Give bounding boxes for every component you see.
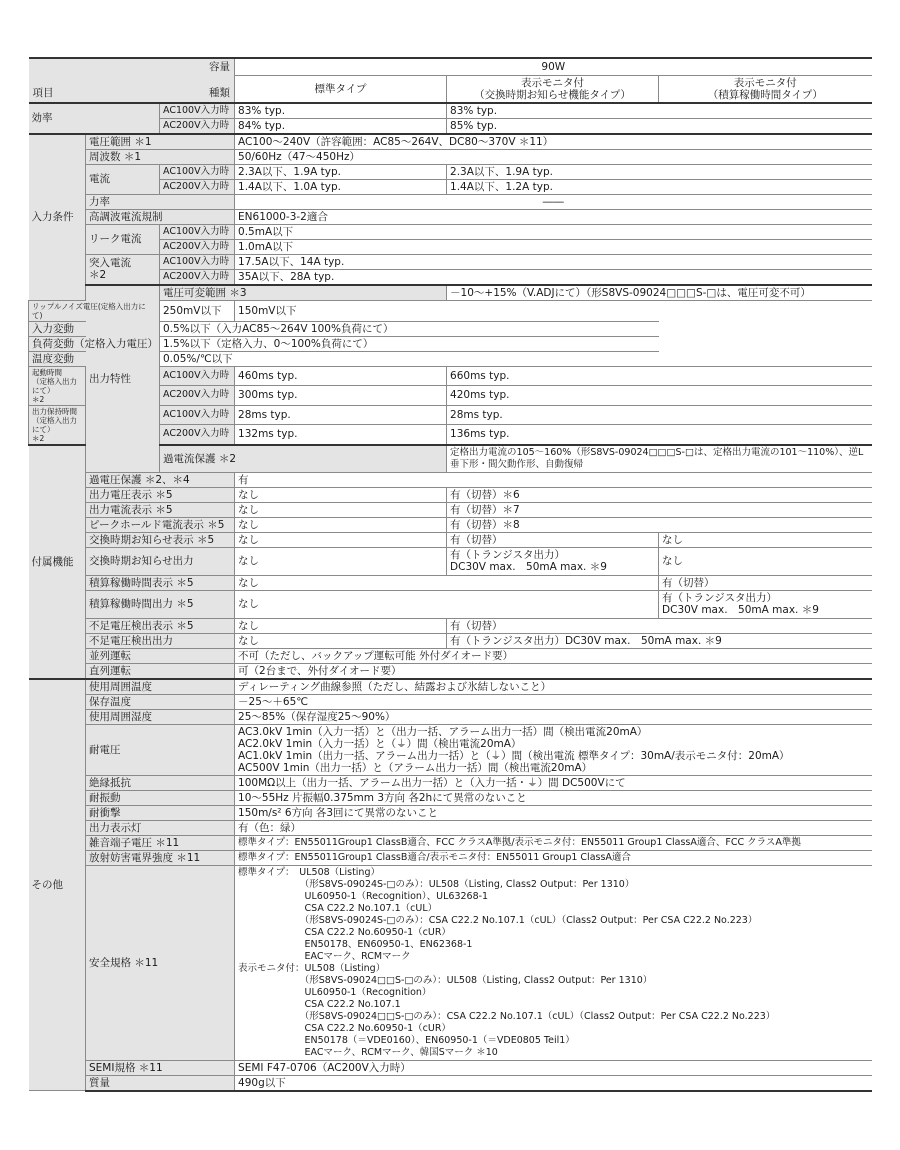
ot-vibration-label: 耐振動 bbox=[86, 790, 235, 805]
input-leak-ac100-label: AC100V入力時 bbox=[160, 224, 235, 239]
output-hold-label: 出力保持時間 （定格入出力にて） ＊2 bbox=[29, 405, 86, 445]
input-current-ac200-std: 1.4A以下、1.0A typ. bbox=[235, 179, 447, 194]
output-input-var-label: 入力変動 bbox=[29, 321, 160, 336]
fn-uv-out-std: なし bbox=[235, 633, 447, 648]
fn-repl-out-tot: なし bbox=[659, 547, 872, 575]
output-vadj-label: 電圧可変範囲 ＊3 bbox=[160, 285, 447, 301]
efficiency-category: 効率 bbox=[29, 103, 160, 134]
fn-tot-out-label: 積算稼働時間出力 ＊5 bbox=[86, 590, 235, 618]
input-current-ac100-mon: 2.3A以下、1.9A typ. bbox=[447, 164, 872, 179]
ot-shock-label: 耐衝撃 bbox=[86, 805, 235, 820]
output-startup-label: 起動時間 （定格入出力にて） ＊2 bbox=[29, 366, 86, 405]
ot-semi-label: SEMI規格 ＊11 bbox=[86, 1060, 235, 1075]
input-leak-ac100-value: 0.5mA以下 bbox=[235, 224, 872, 239]
ot-noise-value: 標準タイプ：EN55011Group1 ClassB適合、FCC クラスA準拠/表示モニタ付：EN55011 Group1 ClassA適合、FCC クラスA準拠 bbox=[235, 835, 872, 850]
input-current-ac100-std: 2.3A以下、1.9A typ. bbox=[235, 164, 447, 179]
output-ripple-label: リップルノイズ電圧(定格入出力にて) bbox=[29, 300, 160, 321]
type-standard: 標準タイプ bbox=[235, 75, 447, 103]
input-freq-value: 50/60Hz（47～450Hz） bbox=[235, 149, 872, 164]
fn-uv-disp-std: なし bbox=[235, 618, 447, 633]
ot-withstand-value: AC3.0kV 1min（入力一括）と（出力一括、アラーム出力一括）間（検出電流20mA） AC2.0kV 1min（入力一括）と（⏚）間（検出電流20mA） AC1.0kV 1min（出力一括、アラーム出力一括）と（⏚）間（検出電流 標準タイプ：30mA/表示モニタ付：20mA） AC500V 1min（出力一括）と（アラーム出力一括）間（検出電流20mA） bbox=[235, 724, 872, 775]
output-category: 出力特性 bbox=[86, 285, 160, 473]
fn-tot-disp-std: なし bbox=[235, 575, 659, 590]
efficiency-ac200-std: 84% typ. bbox=[235, 118, 447, 134]
output-startup-ac100-label: AC100V入力時 bbox=[160, 366, 235, 386]
fn-repl-out-mon: 有（トランジスタ出力） DC30V max. 50mA max. ＊9 bbox=[447, 547, 659, 575]
efficiency-ac200-mon: 85% typ. bbox=[447, 118, 872, 134]
input-inrush-ac100-label: AC100V入力時 bbox=[160, 254, 235, 269]
ot-noise-label: 雑音端子電圧 ＊11 bbox=[86, 835, 235, 850]
fn-tot-disp-label: 積算稼働時間表示 ＊5 bbox=[86, 575, 235, 590]
output-ripple-mon: 150mV以下 bbox=[235, 300, 659, 321]
efficiency-ac100-mon: 83% typ. bbox=[447, 103, 872, 119]
efficiency-ac200-label: AC200V入力時 bbox=[160, 118, 235, 134]
input-pf-value: ―― bbox=[235, 194, 872, 209]
output-input-var-value: 0.5%以下（入力AC85～264V 100%負荷にて） bbox=[160, 321, 659, 336]
ot-emission-value: 標準タイプ：EN55011Group1 ClassB適合/表示モニタ付：EN55011 Group1 ClassA適合 bbox=[235, 850, 872, 865]
fn-parallel-value: 不可（ただし、バックアップ運転可能 外付ダイオード要） bbox=[235, 648, 872, 663]
ot-st-temp-value: －25～＋65℃ bbox=[235, 694, 872, 709]
kind-label: 種類 bbox=[209, 86, 231, 99]
type-monitor-replace: 表示モニタ付 （交換時期お知らせ機能タイプ） bbox=[447, 75, 659, 103]
input-leak-ac200-label: AC200V入力時 bbox=[160, 239, 235, 254]
fn-tot-out-tot: 有（トランジスタ出力） DC30V max. 50mA max. ＊9 bbox=[659, 590, 872, 618]
fn-repl-disp-std: なし bbox=[235, 532, 447, 547]
efficiency-ac100-label: AC100V入力時 bbox=[160, 103, 235, 119]
fn-ovp-label: 過電圧保護 ＊2、＊4 bbox=[86, 472, 235, 487]
ot-mass-value: 490g以下 bbox=[235, 1075, 872, 1091]
input-leak-ac200-value: 1.0mA以下 bbox=[235, 239, 872, 254]
fn-uv-out-mon: 有（トランジスタ出力）DC30V max. 50mA max. ＊9 bbox=[447, 633, 872, 648]
fn-series-value: 可（2台まで、外付ダイオード要） bbox=[235, 663, 872, 679]
input-voltage-value: AC100～240V（許容範囲：AC85～264V、DC80～370V ＊11） bbox=[235, 134, 872, 150]
input-current-ac200-mon: 1.4A以下、1.2A typ. bbox=[447, 179, 872, 194]
output-temp-var-value: 0.05%/℃以下 bbox=[160, 351, 659, 366]
fn-ocp-value: 定格出力電流の105～160%（形S8VS-09024□□□S-□は、定格出力電流の101～110%）、逆L垂下形・間欠動作形、自動復帰 bbox=[447, 445, 872, 473]
input-current-ac200-label: AC200V入力時 bbox=[160, 179, 235, 194]
fn-idisp-label: 出力電流表示 ＊5 bbox=[86, 502, 235, 517]
output-hold-ac200-std: 132ms typ. bbox=[235, 425, 447, 445]
ot-st-temp-label: 保存温度 bbox=[86, 694, 235, 709]
ot-mass-label: 質量 bbox=[86, 1075, 235, 1091]
item-label: 項目 bbox=[32, 86, 54, 99]
input-category: 入力条件 bbox=[29, 134, 86, 301]
input-current-ac100-label: AC100V入力時 bbox=[160, 164, 235, 179]
ot-semi-value: SEMI F47-0706（AC200V入力時） bbox=[235, 1060, 872, 1075]
fn-idisp-mon: 有（切替）＊7 bbox=[447, 502, 872, 517]
input-harmonic-value: EN61000-3-2適合 bbox=[235, 209, 872, 224]
ot-humidity-label: 使用周囲湿度 bbox=[86, 709, 235, 724]
input-harmonic-label: 高調波電流規制 bbox=[86, 209, 235, 224]
input-inrush-ac200-value: 35A以下、28A typ. bbox=[235, 269, 872, 285]
output-load-var-value: 1.5%以下（定格入力、0～100%負荷にて） bbox=[160, 336, 659, 351]
fn-vdisp-label: 出力電圧表示 ＊5 bbox=[86, 487, 235, 502]
functions-category: 付属機能 bbox=[29, 445, 86, 679]
output-hold-ac200-mon: 136ms typ. bbox=[447, 425, 872, 445]
fn-uv-disp-mon: 有（切替） bbox=[447, 618, 872, 633]
capacity-label: 容量 bbox=[209, 61, 231, 73]
output-startup-ac200-label: AC200V入力時 bbox=[160, 386, 235, 406]
input-inrush-ac200-label: AC200V入力時 bbox=[160, 269, 235, 285]
ot-shock-value: 150m/s² 6方向 各3回にて異常のないこと bbox=[235, 805, 872, 820]
output-temp-var-label: 温度変動 bbox=[29, 351, 160, 366]
output-hold-ac100-label: AC100V入力時 bbox=[160, 405, 235, 425]
output-load-var-label: 負荷変動（定格入力電圧） bbox=[29, 336, 160, 351]
ot-led-value: 有（色：緑） bbox=[235, 820, 872, 835]
fn-ocp-label: 過電流保護 ＊2 bbox=[160, 445, 447, 473]
fn-vdisp-std: なし bbox=[235, 487, 447, 502]
output-hold-ac100-std: 28ms typ. bbox=[235, 405, 447, 425]
input-inrush-ac100-value: 17.5A以下、14A typ. bbox=[235, 254, 872, 269]
other-category: その他 bbox=[29, 679, 86, 1091]
ot-humidity-value: 25～85%（保存湿度25～90%） bbox=[235, 709, 872, 724]
input-leak-label: リーク電流 bbox=[86, 224, 160, 254]
fn-repl-disp-tot: なし bbox=[659, 532, 872, 547]
fn-peak-label: ピークホールド電流表示 ＊5 bbox=[86, 517, 235, 532]
fn-uv-disp-label: 不足電圧検出表示 ＊5 bbox=[86, 618, 235, 633]
fn-tot-disp-tot: 有（切替） bbox=[659, 575, 872, 590]
fn-parallel-label: 並列運転 bbox=[86, 648, 235, 663]
output-hold-ac200-label: AC200V入力時 bbox=[160, 425, 235, 445]
ot-op-temp-label: 使用周囲温度 bbox=[86, 679, 235, 695]
output-startup-ac100-mon: 660ms typ. bbox=[447, 366, 872, 386]
ot-led-label: 出力表示灯 bbox=[86, 820, 235, 835]
fn-ovp-value: 有 bbox=[235, 472, 872, 487]
input-current-label: 電流 bbox=[86, 164, 160, 194]
ot-insulation-label: 絶縁抵抗 bbox=[86, 775, 235, 790]
output-vadj-value: －10～+15%（V.ADJにて）（形S8VS-09024□□□S-□は、電圧可変不可） bbox=[447, 285, 872, 301]
output-startup-ac200-std: 300ms typ. bbox=[235, 386, 447, 406]
input-freq-label: 周波数 ＊1 bbox=[86, 149, 235, 164]
fn-vdisp-mon: 有（切替）＊6 bbox=[447, 487, 872, 502]
ot-safety-label: 安全規格 ＊11 bbox=[86, 865, 235, 1060]
fn-repl-out-std: なし bbox=[235, 547, 447, 575]
fn-peak-mon: 有（切替）＊8 bbox=[447, 517, 872, 532]
fn-tot-out-std: なし bbox=[235, 590, 659, 618]
fn-peak-std: なし bbox=[235, 517, 447, 532]
input-inrush-label: 突入電流 ＊2 bbox=[86, 254, 160, 285]
ot-withstand-label: 耐電圧 bbox=[86, 724, 235, 775]
header-corner bbox=[29, 58, 235, 103]
fn-series-label: 直列運転 bbox=[86, 663, 235, 679]
spec-table bbox=[28, 57, 872, 1092]
capacity-value: 90W bbox=[235, 58, 872, 75]
input-voltage-label: 電圧範囲 ＊1 bbox=[86, 134, 235, 150]
efficiency-ac100-std: 83% typ. bbox=[235, 103, 447, 119]
fn-idisp-std: なし bbox=[235, 502, 447, 517]
ot-vibration-value: 10～55Hz 片振幅0.375mm 3方向 各2hにて異常のないこと bbox=[235, 790, 872, 805]
output-startup-ac100-std: 460ms typ. bbox=[235, 366, 447, 386]
ot-emission-label: 放射妨害電界強度 ＊11 bbox=[86, 850, 235, 865]
fn-repl-disp-mon: 有（切替） bbox=[447, 532, 659, 547]
type-monitor-total: 表示モニタ付 （積算稼働時間タイプ） bbox=[659, 75, 872, 103]
output-startup-ac200-mon: 420ms typ. bbox=[447, 386, 872, 406]
output-hold-ac100-mon: 28ms typ. bbox=[447, 405, 872, 425]
input-pf-label: 力率 bbox=[86, 194, 235, 209]
output-ripple-std: 250mV以下 bbox=[160, 300, 235, 321]
ot-insulation-value: 100MΩ以上（出力一括、アラーム出力一括）と（入力一括・⏚）間 DC500Vにて bbox=[235, 775, 872, 790]
ot-safety-value: 標準タイプ： UL508（Listing） （形S8VS-09024S-□のみ）：UL508（Listing, Class2 Output：Per 1310） UL60950-1（Recognition）、UL63268-1 CSA C22.2 No.107.1（cUL） （形S8VS-09024S-□のみ）：CSA C22.2 No.107.1（cUL）（Class2 Output：Per CSA C22.2 No.223） CSA C22.2 No.60950-1（cUR） EN50178、EN60950-1、EN62368-1 EACマーク、RCMマーク 表示モニタ付：UL508（Listing） （形S8VS-09024□□S-□のみ）：UL508（Listing, Class2 Output：Per 1310） UL60950-1（Recognition） CSA C22.2 No.107.1 （形S8VS-09024□□S-□のみ）：CSA C22.2 No.107.1（cUL）（Class2 Output：Per CSA C22.2 No.223） CSA C22.2 No.60950-1（cUR） EN50178（＝VDE0160）、EN60950-1（＝VDE0805 Teil1） EACマーク、RCMマーク、韓国Sマーク ＊10 bbox=[235, 865, 872, 1060]
fn-repl-out-label: 交換時期お知らせ出力 bbox=[86, 547, 235, 575]
fn-uv-out-label: 不足電圧検出出力 bbox=[86, 633, 235, 648]
fn-repl-disp-label: 交換時期お知らせ表示 ＊5 bbox=[86, 532, 235, 547]
ot-op-temp-value: ディレーティング曲線参照（ただし、結露および氷結しないこと） bbox=[235, 679, 872, 695]
